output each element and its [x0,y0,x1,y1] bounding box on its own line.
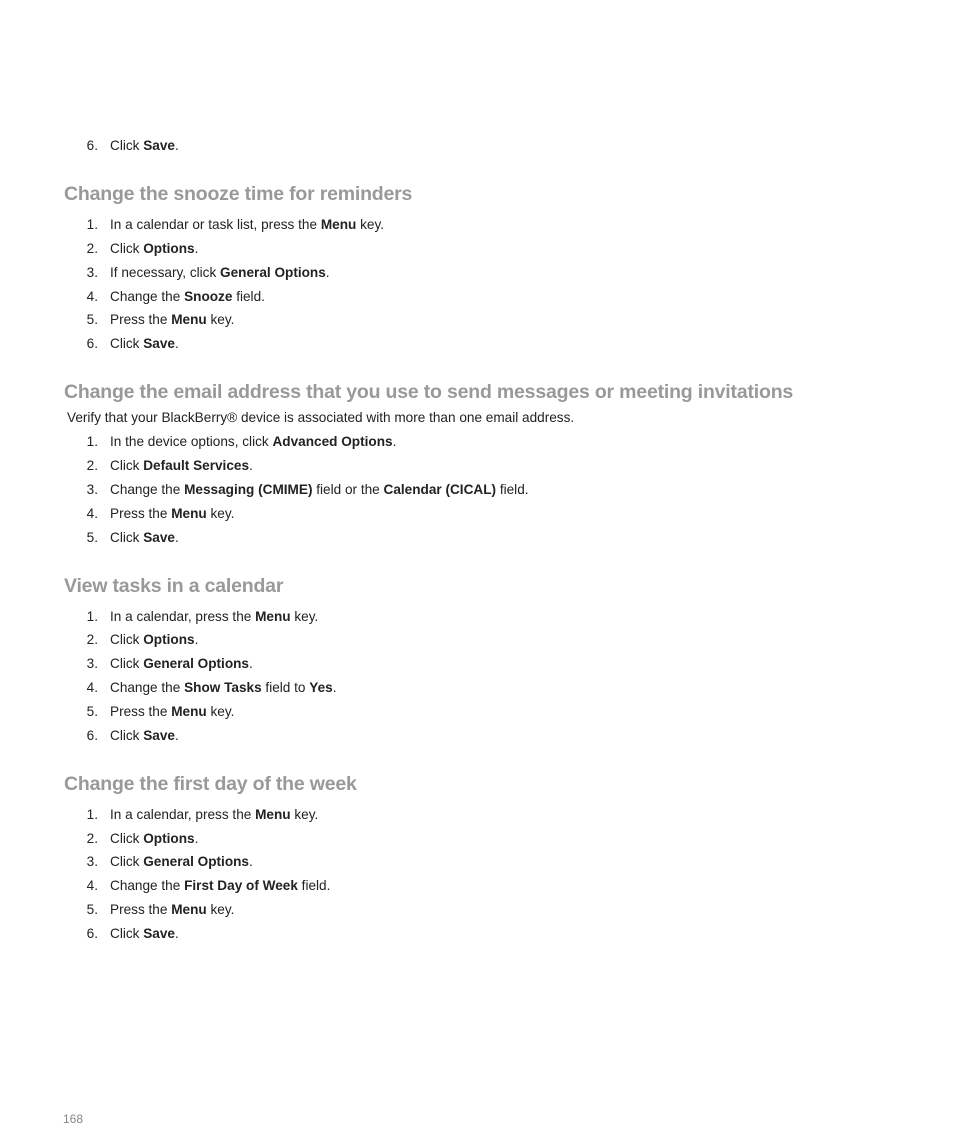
step-text: Change the Show Tasks field to Yes. [110,680,337,695]
step-number: 6. [86,336,98,351]
step-text: Click Save. [110,926,179,941]
list-item [0,287,954,307]
list-item [0,528,954,548]
step-text: In a calendar, press the Menu key. [110,807,319,822]
step-text: Press the Menu key. [110,902,235,917]
step-text: Click Options. [110,241,199,256]
section-heading-email-address: Change the email address that you use to send messages or meeting invitations [64,381,794,403]
step-text: Press the Menu key. [110,704,235,719]
list-item [0,136,954,156]
step-text: Change the Snooze field. [110,289,265,304]
step-text: Click Options. [110,632,199,647]
list-item [0,607,954,627]
step-text: Click Default Services. [110,458,253,473]
step-number: 2. [86,241,98,256]
step-number: 4. [86,506,98,521]
list-item [0,334,954,354]
list-item [0,310,954,330]
step-text: Click Save. [110,530,179,545]
step-text: Click General Options. [110,854,253,869]
step-text: Change the Messaging (CMIME) field or the Calendar (CICAL) field. [110,482,529,497]
step-text: Click Options. [110,831,199,846]
step-number: 2. [86,831,98,846]
list-item [0,239,954,259]
list-item [0,924,954,944]
list-item [0,630,954,650]
section-intro: Verify that your BlackBerry® device is associated with more than one email address. [67,410,575,425]
step-number: 5. [86,530,98,545]
step-text: Click Save. [110,336,179,351]
step-number: 3. [86,482,98,497]
list-item [0,432,954,452]
list-item [0,654,954,674]
section-heading-snooze: Change the snooze time for reminders [64,183,413,205]
step-text: In a calendar, press the Menu key. [110,609,319,624]
list-item [0,263,954,283]
step-text: In the device options, click Advanced Options. [110,434,397,449]
step-number: 6. [86,926,98,941]
step-number: 4. [86,680,98,695]
step-number: 5. [86,704,98,719]
section-heading-first-day-of-week: Change the first day of the week [64,773,357,795]
step-number: 3. [86,854,98,869]
step-text: Change the First Day of Week field. [110,878,331,893]
step-text: If necessary, click General Options. [110,265,330,280]
list-item [0,805,954,825]
step-number: 6. [86,138,98,153]
step-text: Click Save. [110,728,179,743]
step-number: 4. [86,878,98,893]
step-number: 1. [86,807,98,822]
step-number: 1. [86,217,98,232]
step-number: 2. [86,458,98,473]
step-number: 3. [86,656,98,671]
step-text: Click General Options. [110,656,253,671]
list-item [0,215,954,235]
page-number: 168 [63,1112,84,1126]
step-number: 5. [86,312,98,327]
step-number: 5. [86,902,98,917]
step-number: 3. [86,265,98,280]
list-item [0,876,954,896]
step-number: 1. [86,434,98,449]
step-text: Press the Menu key. [110,506,235,521]
list-item [0,504,954,524]
step-number: 4. [86,289,98,304]
list-item [0,852,954,872]
list-item [0,829,954,849]
step-text: Click Save. [110,138,179,153]
step-number: 2. [86,632,98,647]
step-number: 1. [86,609,98,624]
list-item [0,480,954,500]
list-item [0,678,954,698]
step-number: 6. [86,728,98,743]
section-heading-view-tasks: View tasks in a calendar [64,575,284,597]
step-text: In a calendar or task list, press the Menu key. [110,217,385,232]
list-item [0,456,954,476]
step-text: Press the Menu key. [110,312,235,327]
list-item [0,900,954,920]
list-item [0,726,954,746]
list-item [0,702,954,722]
